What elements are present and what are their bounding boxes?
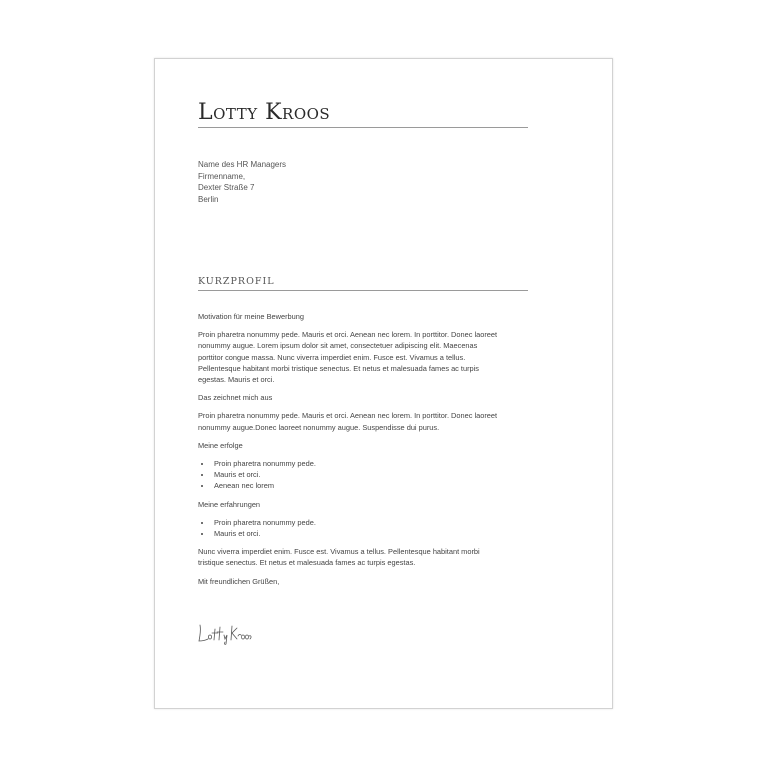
letter-body: [198, 311, 503, 594]
strengths-paragraph: Proin pharetra nonummy pede. Mauris et orci. Aenean nec lorem. In porttitor. Donec laoreet nonummy augue.Donec laoreet nonummy augue. Suspendisse dui purus.: [198, 411, 498, 432]
address-line: Firmenname,: [198, 171, 246, 181]
strengths-heading: Das zeichnet mich aus: [198, 393, 273, 403]
list-item: • Proin pharetra nonummy pede.: [212, 458, 503, 469]
list-item: • Proin pharetra nonummy pede.: [212, 517, 503, 528]
section-title: KURZPROFIL: [198, 276, 275, 287]
successes-heading: Meine erfolge: [198, 440, 243, 450]
applicant-name: Lotty Kroos: [198, 100, 331, 125]
address-line: Berlin: [198, 194, 219, 204]
experience-heading: Meine erfahrungen: [198, 499, 261, 509]
motivation-heading: Motivation für meine Bewerbung: [198, 312, 304, 321]
greeting: Mit freundlichen Grüßen,: [198, 576, 280, 586]
section-divider: [198, 290, 528, 291]
experience-list: [198, 517, 503, 539]
name-divider: [198, 127, 528, 128]
handwritten-signature: [197, 621, 253, 645]
address-line: Dexter Straße 7: [198, 183, 255, 192]
recipient-address: [198, 159, 286, 205]
list-item: • Mauris et orci.: [212, 469, 503, 480]
list-item: • Aenean nec lorem: [212, 480, 503, 491]
motivation-paragraph: Proin pharetra nonummy pede. Mauris et orci. Aenean nec lorem. In porttitor. Donec laoreet nonummy augue. Lorem ipsum dolor sit amet, consectetuer adipiscing elit. Maecenas porttitor congue massa. Nunc viverra imperdiet enim. Fusce est. Vivamus a tellus. Pellentesque habitant morbi tristique senectus. Et netus et malesuada fames ac turpis egestas. Mauris et orci.: [198, 330, 498, 385]
address-line: Name des HR Managers: [198, 160, 287, 169]
letter-page: [154, 58, 613, 709]
closing-paragraph: Nunc viverra imperdiet enim. Fusce est. Vivamus a tellus. Pellentesque habitant morbi tristique senectus. Et netus et malesuada fames ac turpis egestas.: [198, 547, 480, 568]
list-item: • Mauris et orci.: [212, 528, 503, 539]
successes-list: [198, 458, 503, 492]
